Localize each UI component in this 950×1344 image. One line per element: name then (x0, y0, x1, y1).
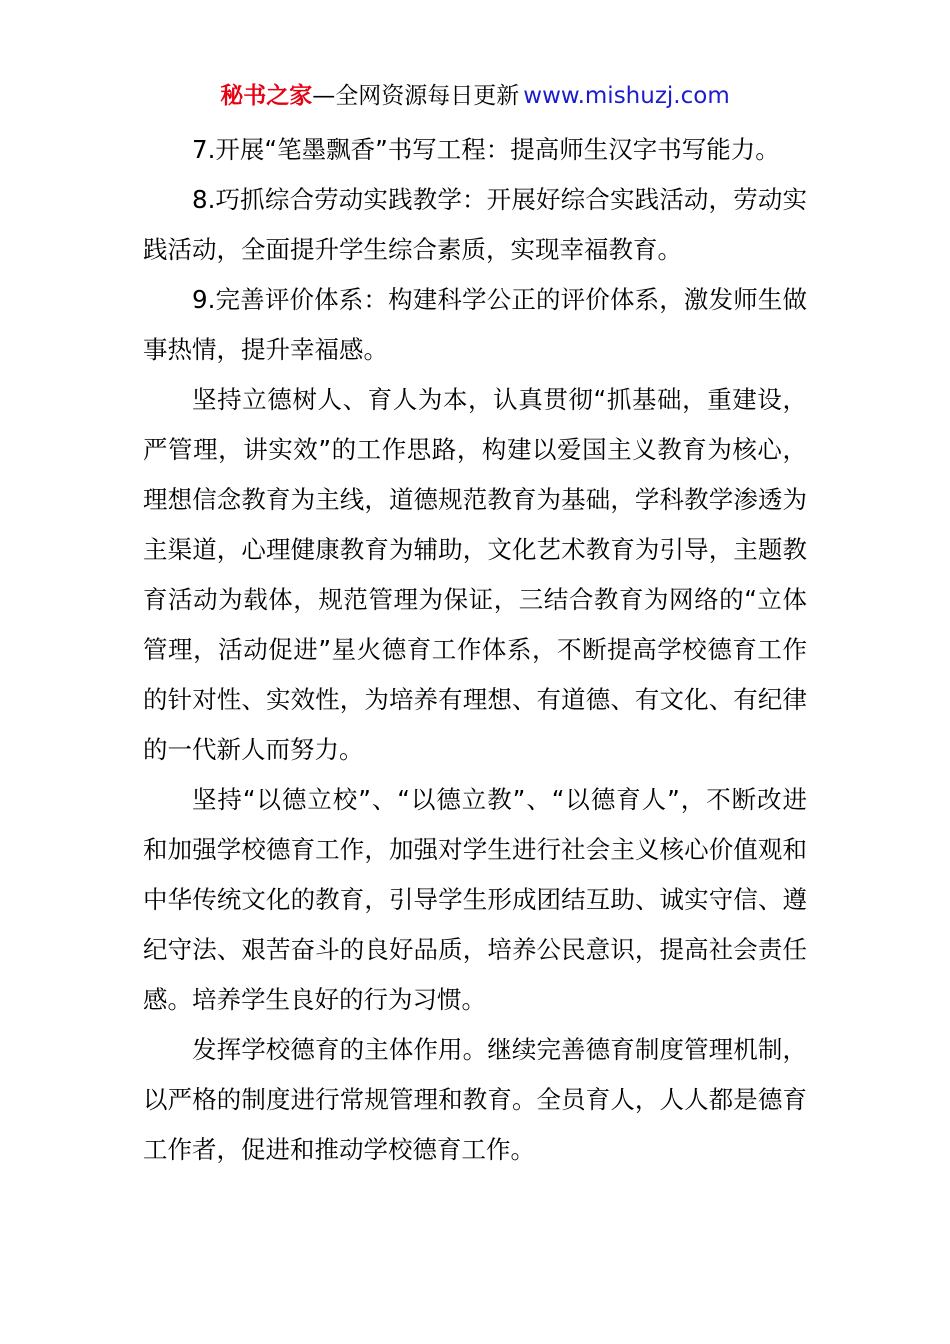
paragraph-item-8: 8.巧抓综合劳动实践教学：开展好综合实践活动，劳动实践活动，全面提升学生综合素质，实现幸福教育。 (143, 185, 807, 264)
paragraph-moral-principles: 坚持“以德立校”、“以德立教”、“以德育人”，不断改进和加强学校德育工作，加强对学生进行社会主义核心价值观和中华传统文化的教育，引导学生形成团结互助、诚实守信、遵纪守法、艰苦奋斗的良好品质，培养公民意识，提高社会责任感。培养学生良好的行为习惯。 (143, 785, 807, 1014)
paragraph-moral-education-system: 坚持立德树人、育人为本，认真贯彻“抓基础，重建设，严管理，讲实效”的工作思路，构建以爱国主义教育为核心，理想信念教育为主线，道德规范教育为基础，学科教学渗透为主渠道，心理健康教育为辅助，文化艺术教育为引导，主题教育活动为载体，规范管理为保证，三结合教育为网络的“立体管理，活动促进”星火德育工作体系，不断提高学校德育工作的针对性、实效性，为培养有理想、有道德、有文化、有纪律的一代新人而努力。 (143, 385, 807, 764)
paragraph-item-7: 7.开展“笔墨飘香”书写工程：提高师生汉字书写能力。 (192, 135, 780, 164)
website-url[interactable]: www.mishuzj.com (523, 83, 730, 109)
brand-name: 秘书之家 (220, 83, 313, 109)
paragraph-item-9: 9.完善评价体系：构建科学公正的评价体系，激发师生做事热情，提升幸福感。 (143, 285, 807, 364)
header-tagline: —全网资源每日更新 (312, 83, 520, 109)
document-body (143, 125, 807, 1175)
paragraph-school-role: 发挥学校德育的主体作用。继续完善德育制度管理机制，以严格的制度进行常规管理和教育。全员育人，人人都是德育工作者，促进和推动学校德育工作。 (143, 1035, 807, 1164)
page-header (0, 80, 950, 112)
